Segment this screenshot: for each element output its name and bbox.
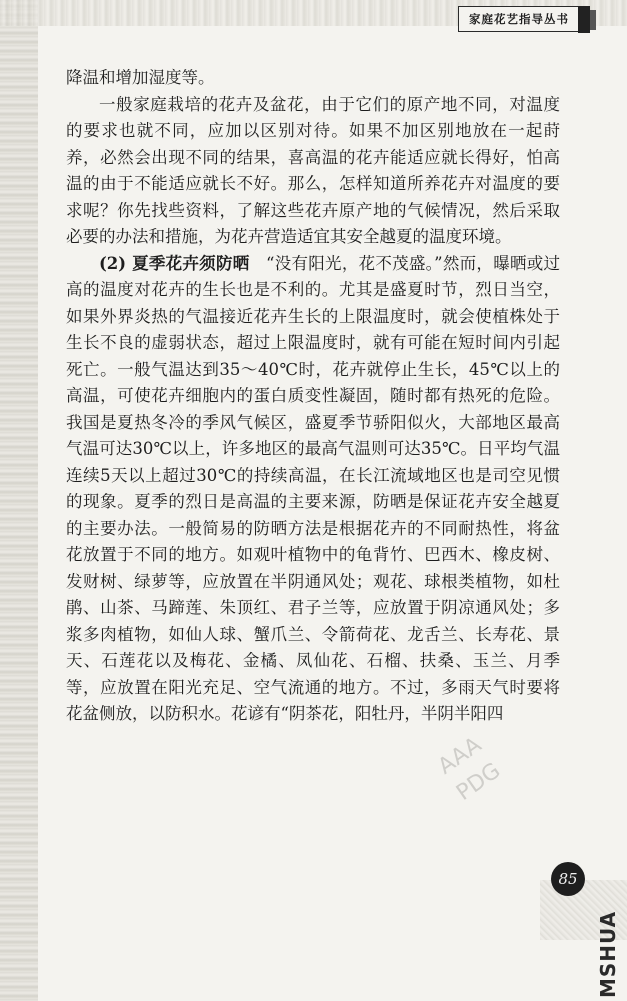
page-number-badge — [551, 862, 585, 896]
section-heading: (2) 夏季花卉须防晒 — [99, 253, 250, 273]
watermark-line2: PDG — [452, 758, 506, 806]
series-title: 家庭花艺指导丛书 — [469, 12, 569, 26]
header-black-bar — [578, 6, 590, 33]
body-text — [66, 65, 560, 728]
watermark-line1: AAA — [433, 732, 487, 780]
section-body: “没有阳光，花不茂盛。”然而，曝晒或过高的温度对花卉的生长也是不利的。尤其是盛夏时节，烈日当空，如果外界炎热的气温接近花卉生长的上限温度时，就会使植株处于生长不良的虚弱状态，超过上限温度时，就有可能在短时间内引起死亡。一般气温达到35～40℃时，花卉就停止生长，45℃以上的高温，可使花卉细胞内的蛋白质变性凝固，随时都有热死的危险。我国是夏热冬冷的季风气候区，盛夏季节骄阳似火，大部地区最高气温可达30℃以上，许多地区的最高气温则可达35℃。日平均气温连续5天以上超过30℃的持续高温，在长江流域地区也是司空见惯的现象。夏季的烈日是高温的主要来源，防晒是保证花卉安全越夏的主要办法。一般简易的防晒方法是根据花卉的不同耐热性，将盆花放置于不同的地方。如观叶植物中的龟背竹、巴西木、橡皮树、发财树、绿萝等，应放置在半阴通风处；观花、球根类植物，如杜鹃、山茶、马蹄莲、朱顶红、君子兰等，应放置于阴凉通风处；多浆多肉植物，如仙人球、蟹爪兰、令箭荷花、龙舌兰、长寿花、景天、石莲花以及梅花、金橘、凤仙花、石榴、扶桑、玉兰、月季等，应放置在阳光充足、空气流通的地方。不过，多雨天气时要将花盆侧放，以防积水。花谚有“阴茶花，阳牡丹，半阴半阳四 — [66, 253, 560, 723]
page-number: 85 — [558, 870, 578, 888]
page-edge-texture — [0, 0, 38, 1001]
series-header — [458, 6, 580, 32]
paragraph-sun-protection — [66, 251, 560, 728]
header-gray-bar — [590, 10, 596, 30]
paragraph-temperature: 一般家庭栽培的花卉及盆花，由于它们的原产地不同，对温度的要求也就不同，应加以区别对待。如果不加区别地放在一起莳养，必然会出现不同的结果，喜高温的花卉能适应就长得好，怕高温的由于不能适应就长不好。那么，怎样知道所养花卉对温度的要求呢？你先找些资料，了解这些花卉原产地的气候情况，然后采取必要的办法和措施，为花卉营造适宜其安全越夏的温度环境。 — [66, 94, 560, 246]
paragraph-continuation: 降温和增加湿度等。 — [66, 68, 215, 87]
side-logo: MSHUA — [596, 910, 620, 998]
